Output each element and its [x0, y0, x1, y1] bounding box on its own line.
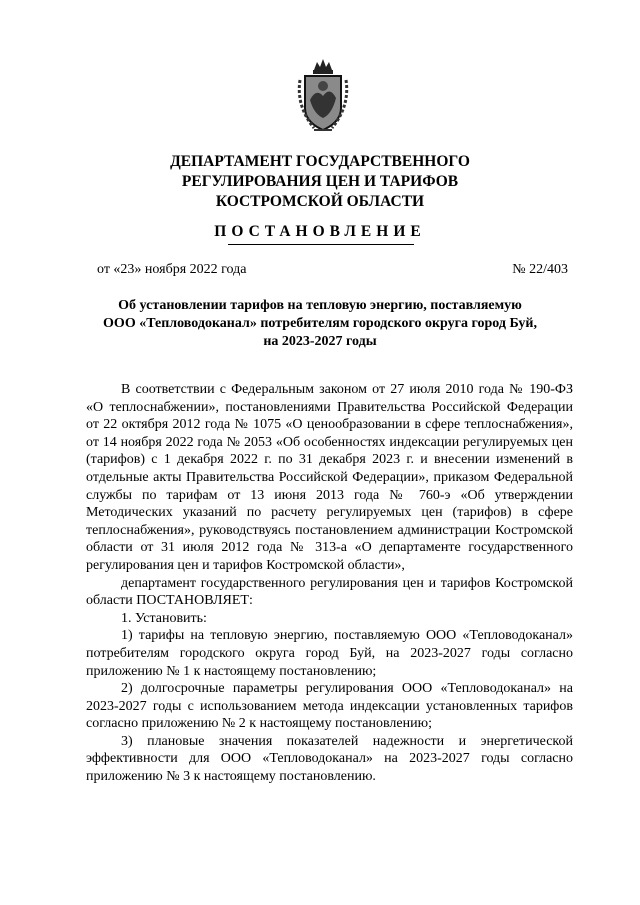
subitem-3-paragraph: 3) плановые значения показателей надежности и энергетической эффективности для ООО «Тепловодоканал» на 2023-2027 годы согласно приложению № 3 к настоящему постановлению. — [86, 733, 573, 785]
resolution-paragraph: департамент государственного регулирования цен и тарифов Костромской области ПОСТАНОВЛЯЕТ: — [86, 575, 573, 609]
document-date: от «23» ноября 2022 года — [97, 262, 247, 277]
subitem-1-paragraph: 1) тарифы на тепловую энергию, поставляемую ООО «Тепловодоканал» потребителям городского округа город Буй, на 2023-2027 годы согласно приложению № 1 к настоящему постановлению; — [86, 628, 573, 679]
department-name-line-1: ДЕПАРТАМЕНТ ГОСУДАРСТВЕННОГО — [170, 153, 470, 170]
title-underline — [228, 244, 414, 245]
document-subject — [70, 297, 570, 351]
subject-line-2: ООО «Тепловодоканал» потребителям городского округа город Буй, — [103, 316, 537, 331]
subitem-2-paragraph: 2) долгосрочные параметры регулирования ООО «Тепловодоканал» на 2023-2027 годы с использованием метода индексации установленных тарифов согласно приложению № 2 к настоящему постановлению; — [86, 681, 573, 732]
subject-line-1: Об установлении тарифов на тепловую энергию, поставляемую — [118, 298, 522, 313]
document-body — [86, 381, 573, 786]
document-number: № 22/403 — [512, 262, 568, 277]
subject-line-3: на 2023-2027 годы — [263, 334, 377, 349]
preamble-paragraph: В соответствии с Федеральным законом от 27 июля 2010 года № 190-ФЗ «О теплоснабжении», постановлениями Правительства Российской Федерации от 22 октября 2012 года № 1075 «О ценообразовании в сфере теплоснабжения», от 14 ноября 2022 года № 2053 «Об особенностях индексации регулируемых цен (тарифов) с 1 декабря 2022 г. по 31 декабря 2023 г. и внесении изменений в отдельные акты Правительства Российской Федерации», приказом Федеральной службы по тарифам от 13 июня 2013 года № 760-э «Об утверждении Методических указаний по расчету регулируемых цен (тарифов) в сфере теплоснабжения», руководствуясь постановлением администрации Костромской области от 31 июля 2012 года № 313-а «О департаменте государственного регулирования цен и тарифов Костромской области», — [86, 382, 573, 573]
document-type-title: ПОСТАНОВЛЕНИЕ — [214, 223, 426, 240]
item-1-heading: 1. Установить: — [121, 610, 207, 626]
coat-of-arms-icon — [292, 56, 354, 136]
department-name — [60, 152, 580, 212]
department-name-line-2: РЕГУЛИРОВАНИЯ ЦЕН И ТАРИФОВ — [181, 173, 459, 190]
department-name-line-3: КОСТРОМСКОЙ ОБЛАСТИ — [215, 193, 425, 210]
